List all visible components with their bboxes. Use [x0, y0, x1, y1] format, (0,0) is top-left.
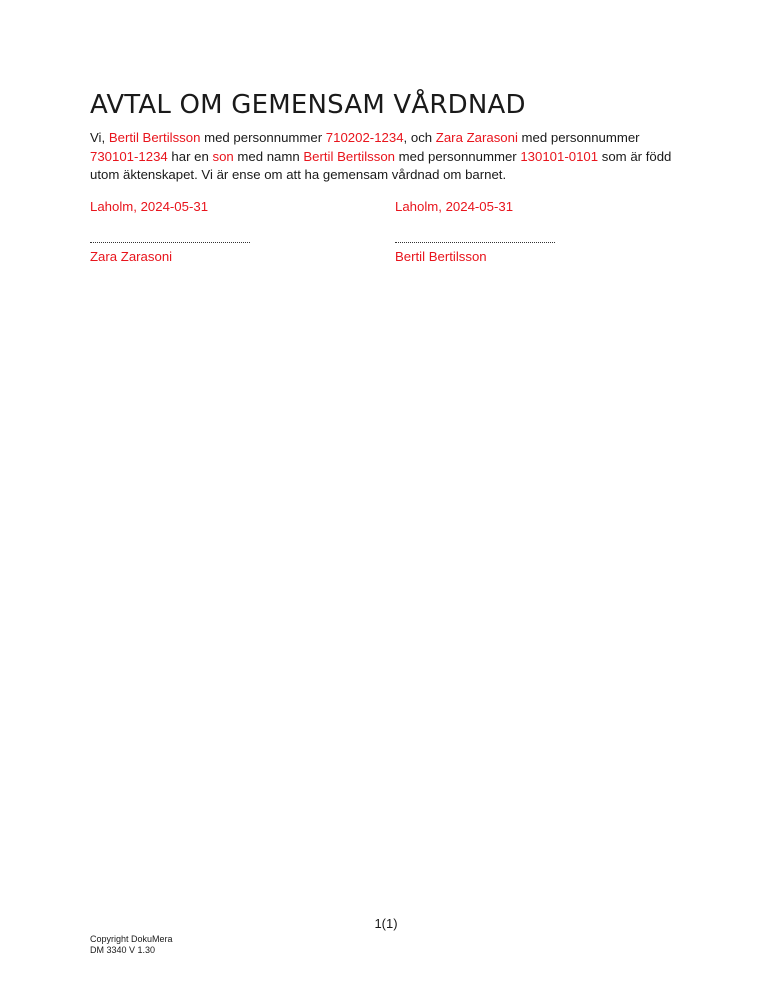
signature-place-date: Laholm, 2024-05-31 — [90, 199, 209, 214]
parent1-personnummer-field: 710202-1234 — [325, 130, 404, 145]
intro-paragraph — [90, 129, 690, 185]
parent2-personnummer-field: 730101-1234 — [90, 148, 168, 164]
intro-text: som är född utom äktenskapet. Vi är ense om att ha gemensam vårdnad om barnet. — [90, 148, 672, 182]
signature-line — [395, 232, 555, 243]
intro-text: med personnummer — [395, 148, 521, 164]
footer-copyright: Copyright DokuMera — [90, 934, 173, 944]
signature-block-right — [395, 198, 685, 266]
signature-name: Bertil Bertilsson — [395, 249, 487, 264]
intro-text: har en — [167, 148, 213, 164]
intro-text: med personnummer — [517, 130, 640, 145]
signature-name: Zara Zarasoni — [90, 249, 173, 264]
footer — [90, 934, 173, 956]
intro-text: med namn — [233, 148, 304, 164]
intro-text: , och — [403, 130, 436, 145]
parent2-name-field: Zara Zarasoni — [435, 130, 518, 145]
intro-text: med personnummer — [200, 130, 326, 145]
child-type-field: son — [212, 148, 234, 164]
signature-place-date: Laholm, 2024-05-31 — [395, 199, 514, 214]
parent1-name-field: Bertil Bertilsson — [108, 130, 201, 145]
signature-block-left — [90, 198, 380, 266]
child-personnummer-field: 130101-0101 — [520, 148, 599, 164]
child-name-field: Bertil Bertilsson — [303, 148, 395, 164]
intro-text: Vi, — [90, 130, 109, 145]
signature-line — [90, 232, 250, 243]
footer-version: DM 3340 V 1.30 — [90, 945, 156, 955]
page-number: 1(1) — [374, 916, 398, 931]
document-title: AVTAL OM GEMENSAM VÅRDNAD — [90, 90, 526, 120]
